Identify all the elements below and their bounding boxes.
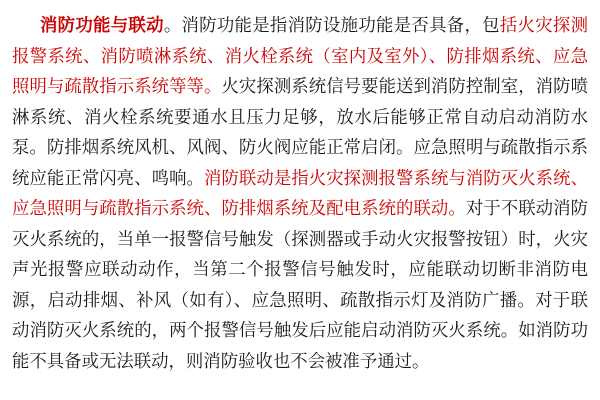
paragraph	[12, 10, 588, 376]
text-run-5: 对于不联动消防灭火系统的，当单一报警信号触发（探测器或手动火灾报警按钮）时，火灾声光报警应联动动作，当第二个报警信号触发时，应能联动切断非消防电源，启动排烟、补风（如有）、应急照明、疏散指示灯及消防广播。对于联动消防灭火系统的，两个报警信号触发后应能启动消防灭火系统。如消防功能不具备或无法联动，则消防验收也不会被准予通过。	[12, 198, 588, 371]
inline-title: 消防功能与联动	[40, 15, 164, 35]
text-run-2: 括火灾探测报警系统、消防喷淋系统、消火栓系统（室内及室外）、防排烟系统、应急照明与疏散指示系统等等。	[12, 15, 588, 96]
text-run-4: 消防联动是指火灾探测报警系统与消防灭火系统、应急照明与疏散指示系统、防排烟系统及配电系统的联动。	[12, 167, 588, 218]
text-run-3: 火灾探测系统信号要能送到消防控制室，消防喷淋系统、消火栓系统要通水且压力足够，放水后能够正常自动启动消防水泵。防排烟系统风机、风阀、防火阀应能正常启闭。应急照明与疏散指示系统应能正常闪亮、鸣响。	[12, 76, 588, 188]
text-run-1: 。消防功能是指消防设施功能是否具备，包	[163, 15, 500, 35]
